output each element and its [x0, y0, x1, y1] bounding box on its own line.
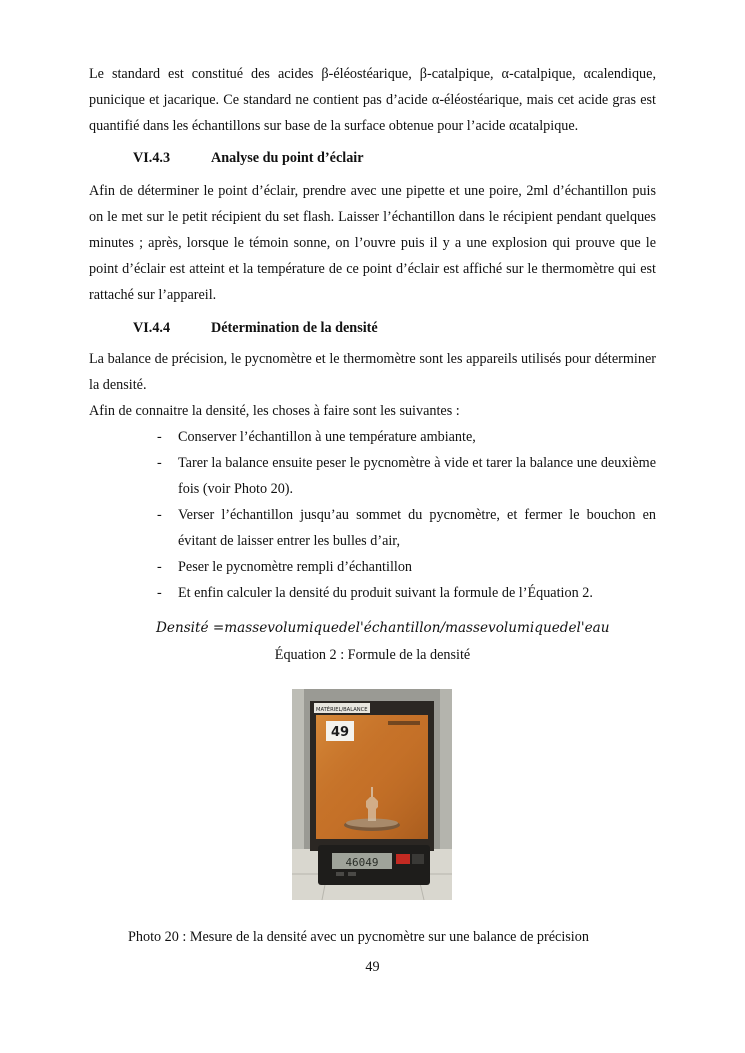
page-number: 49 — [365, 959, 380, 975]
brand-mark — [388, 721, 420, 725]
tare-button — [396, 854, 410, 864]
section-title: Analyse du point d’éclair — [211, 150, 364, 166]
paragraph-standard: Le standard est constitué des acides β-éléostéarique, β-catalpique, α-catalpique, αcalendique, punicique et jacarique. Ce standard ne contient pas d’acide α-éléostéarique, mais cet acide gras est quantifié dans les échantillons sur base de la surface obtenue pour l’acide αcatalpique. — [89, 66, 656, 134]
console-button — [336, 872, 344, 876]
paragraph-density-intro: Afin de connaitre la densité, les choses à faire sont les suivantes : — [89, 403, 460, 419]
list-item-text: Verser l’échantillon jusqu’au sommet du pycnomètre, et fermer le bouchon en évitant de laisser entrer les bulles d’air, — [178, 507, 656, 549]
section-title: Détermination de la densité — [211, 320, 378, 336]
paragraph-density-devices: La balance de précision, le pycnomètre et le thermomètre sont les appareils utilisés pour déterminer la densité. — [89, 351, 656, 393]
bullet-marker: - — [157, 585, 162, 601]
list-item — [89, 554, 656, 580]
section-heading-density — [133, 318, 378, 338]
equation-caption: Équation 2 : Formule de la densité — [274, 647, 471, 663]
equipment-label-text: MATÉRIEL/BALANCE — [316, 707, 368, 713]
list-item — [89, 424, 656, 450]
list-item-text: Peser le pycnomètre rempli d’échantillon — [178, 559, 413, 575]
photo-caption: Photo 20 : Mesure de la densité avec un pycnomètre sur une balance de précision — [128, 929, 589, 945]
section-number: VI.4.3 — [133, 150, 171, 166]
sticker-number-text: 49 — [330, 725, 350, 740]
pycnometer-neck — [371, 787, 373, 797]
balance-photo — [292, 689, 452, 900]
list-item-text: Et enfin calculer la densité du produit suivant la formule de l’Équation 2. — [178, 585, 593, 601]
display-reading: 46049 — [345, 856, 379, 869]
list-item-text: Tarer la balance ensuite peser le pycnomètre à vide et tarer la balance une deuxième fois (voir Photo 20). — [178, 455, 656, 497]
bullet-marker: - — [157, 507, 162, 523]
bullet-marker: - — [157, 429, 162, 445]
console-button — [412, 854, 424, 864]
paragraph-flash-point: Afin de déterminer le point d’éclair, prendre avec une pipette et une poire, 2ml d’échantillon puis on le met sur le petit récipient du set flash. Laisser l’échantillon dans le récipient pendant quelques minutes ; après, lorsque le témoin sonne, on l’ouvre puis il y a une explosion qui prouve que le point d’éclair est atteint et la température de ce point d’éclair est affiché sur le thermomètre qui est rattaché sur l’appareil. — [89, 183, 656, 303]
procedure-list — [89, 424, 656, 606]
list-item-text: Conserver l’échantillon à une température ambiante, — [178, 429, 476, 445]
section-heading-flash-point — [133, 148, 364, 168]
console-button — [348, 872, 356, 876]
section-number: VI.4.4 — [133, 320, 171, 336]
density-formula: Densité =massevolumiquedel'échantillon/massevolumiquedel'eau — [156, 620, 610, 636]
list-item — [89, 450, 656, 502]
bullet-marker: - — [157, 455, 162, 471]
balance-photo-illustration — [292, 689, 452, 900]
list-item — [89, 502, 656, 554]
bullet-marker: - — [157, 559, 162, 575]
list-item — [89, 580, 656, 606]
